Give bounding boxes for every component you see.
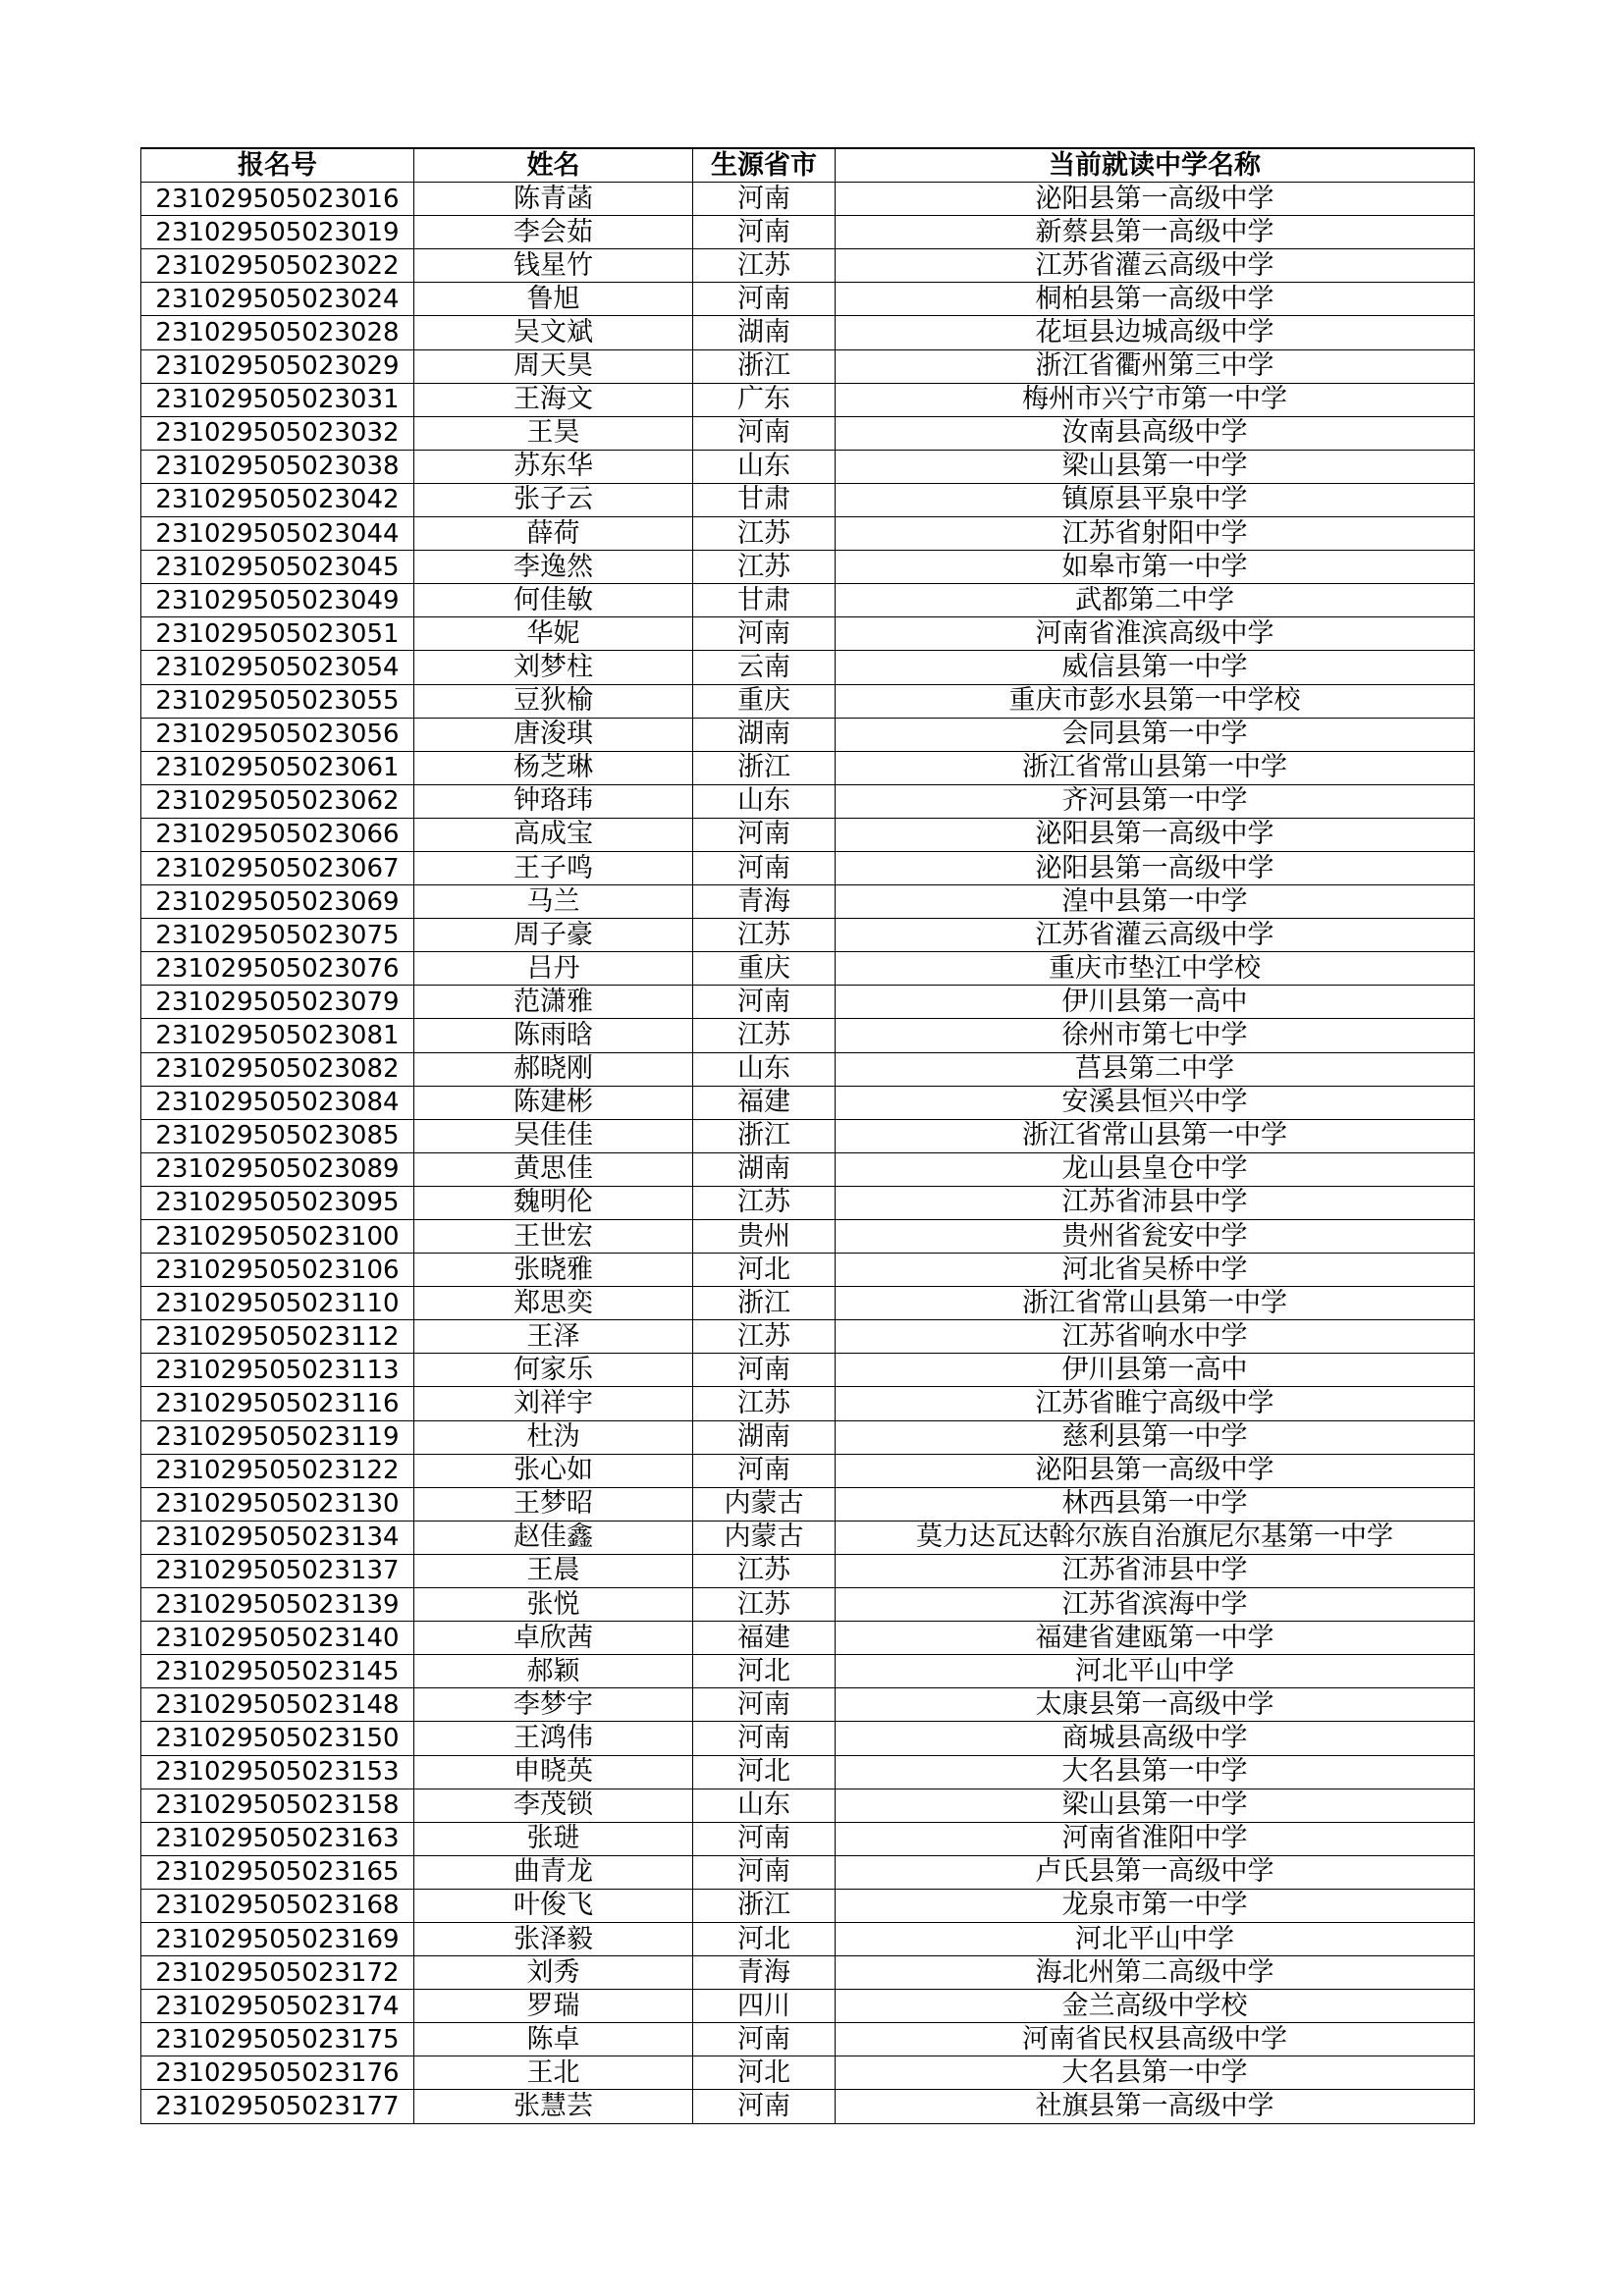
origin-province-cell: 河北 (693, 1655, 836, 1688)
school-name-cell: 江苏省沛县中学 (836, 1554, 1475, 1587)
registration-number-cell: 231029505023055 (141, 684, 414, 718)
school-name-cell: 会同县第一中学 (836, 718, 1475, 751)
table-row (141, 1420, 1475, 1454)
table-row (141, 952, 1475, 986)
school-name-cell: 安溪县恒兴中学 (836, 1086, 1475, 1119)
registration-number-cell: 231029505023076 (141, 952, 414, 986)
table-row (141, 1254, 1475, 1287)
origin-province-cell: 河南 (693, 1722, 836, 1755)
school-name-cell: 海北州第二高级中学 (836, 1956, 1475, 1990)
school-name-cell: 江苏省灌云高级中学 (836, 919, 1475, 952)
student-name-cell: 唐浚琪 (414, 718, 693, 751)
table-row (141, 1789, 1475, 1822)
student-name-cell: 申晓英 (414, 1755, 693, 1789)
student-name-cell: 陈青菡 (414, 183, 693, 216)
table-row (141, 617, 1475, 651)
school-name-cell: 湟中县第一中学 (836, 885, 1475, 919)
table-body (141, 183, 1475, 2123)
origin-province-cell: 山东 (693, 1052, 836, 1086)
registration-number-cell: 231029505023106 (141, 1254, 414, 1287)
origin-province-cell: 湖南 (693, 1152, 836, 1186)
registration-number-cell: 231029505023122 (141, 1454, 414, 1487)
table-row (141, 1554, 1475, 1587)
registration-number-cell: 231029505023172 (141, 1956, 414, 1990)
table-row (141, 885, 1475, 919)
origin-province-cell: 河南 (693, 216, 836, 249)
student-name-cell: 何佳敏 (414, 584, 693, 617)
student-name-cell: 王泽 (414, 1320, 693, 1354)
table-row (141, 551, 1475, 584)
table-row (141, 249, 1475, 283)
table-row (141, 1588, 1475, 1622)
school-name-cell: 新蔡县第一高级中学 (836, 216, 1475, 249)
table-row (141, 1722, 1475, 1755)
registration-number-cell: 231029505023028 (141, 316, 414, 349)
student-name-cell: 周子豪 (414, 919, 693, 952)
school-name-cell: 泌阳县第一高级中学 (836, 1454, 1475, 1487)
registration-number-cell: 231029505023031 (141, 383, 414, 416)
origin-province-cell: 甘肃 (693, 584, 836, 617)
origin-province-cell: 浙江 (693, 1889, 836, 1922)
header-origin-province: 生源省市 (693, 148, 836, 183)
registration-number-cell: 231029505023069 (141, 885, 414, 919)
school-name-cell: 江苏省睢宁高级中学 (836, 1387, 1475, 1420)
registration-number-cell: 231029505023051 (141, 617, 414, 651)
table-row (141, 751, 1475, 784)
student-name-cell: 李茂锁 (414, 1789, 693, 1822)
student-name-cell: 罗瑞 (414, 1990, 693, 2023)
origin-province-cell: 江苏 (693, 1019, 836, 1052)
origin-province-cell: 江苏 (693, 551, 836, 584)
table-row (141, 2056, 1475, 2090)
origin-province-cell: 重庆 (693, 684, 836, 718)
school-name-cell: 卢氏县第一高级中学 (836, 1855, 1475, 1889)
registration-number-cell: 231029505023145 (141, 1655, 414, 1688)
school-name-cell: 江苏省灌云高级中学 (836, 249, 1475, 283)
school-name-cell: 浙江省常山县第一中学 (836, 751, 1475, 784)
table-row (141, 818, 1475, 851)
school-name-cell: 伊川县第一高中 (836, 1354, 1475, 1387)
school-name-cell: 如皋市第一中学 (836, 551, 1475, 584)
school-name-cell: 太康县第一高级中学 (836, 1688, 1475, 1722)
registration-number-cell: 231029505023049 (141, 584, 414, 617)
origin-province-cell: 青海 (693, 885, 836, 919)
registration-number-cell: 231029505023130 (141, 1487, 414, 1521)
origin-province-cell: 青海 (693, 1956, 836, 1990)
student-name-cell: 王世宏 (414, 1220, 693, 1254)
table-row (141, 1655, 1475, 1688)
registration-number-cell: 231029505023022 (141, 249, 414, 283)
student-name-cell: 杨芝琳 (414, 751, 693, 784)
table-row (141, 1454, 1475, 1487)
school-name-cell: 梁山县第一中学 (836, 450, 1475, 483)
student-name-cell: 鲁旭 (414, 283, 693, 316)
table-row (141, 1622, 1475, 1655)
school-name-cell: 江苏省滨海中学 (836, 1588, 1475, 1622)
school-name-cell: 龙山县皇仓中学 (836, 1152, 1475, 1186)
school-name-cell: 梅州市兴宁市第一中学 (836, 383, 1475, 416)
student-name-cell: 张琎 (414, 1822, 693, 1855)
student-name-cell: 张悦 (414, 1588, 693, 1622)
origin-province-cell: 江苏 (693, 919, 836, 952)
student-name-cell: 王鸿伟 (414, 1722, 693, 1755)
school-name-cell: 贵州省瓮安中学 (836, 1220, 1475, 1254)
table-row (141, 1086, 1475, 1119)
origin-province-cell: 河北 (693, 1755, 836, 1789)
student-name-cell: 魏明伦 (414, 1186, 693, 1219)
registration-number-cell: 231029505023061 (141, 751, 414, 784)
registration-number-cell: 231029505023116 (141, 1387, 414, 1420)
school-name-cell: 江苏省射阳中学 (836, 517, 1475, 551)
registration-number-cell: 231029505023089 (141, 1152, 414, 1186)
registration-number-cell: 231029505023110 (141, 1287, 414, 1320)
origin-province-cell: 江苏 (693, 249, 836, 283)
school-name-cell: 泌阳县第一高级中学 (836, 183, 1475, 216)
origin-province-cell: 江苏 (693, 1588, 836, 1622)
registration-number-cell: 231029505023158 (141, 1789, 414, 1822)
table-row (141, 1956, 1475, 1990)
school-name-cell: 河北平山中学 (836, 1922, 1475, 1955)
registration-number-cell: 231029505023175 (141, 2023, 414, 2056)
registration-number-cell: 231029505023137 (141, 1554, 414, 1587)
school-name-cell: 河北平山中学 (836, 1655, 1475, 1688)
school-name-cell: 商城县高级中学 (836, 1722, 1475, 1755)
table-row (141, 1354, 1475, 1387)
origin-province-cell: 云南 (693, 651, 836, 684)
registration-number-cell: 231029505023150 (141, 1722, 414, 1755)
student-name-cell: 叶俊飞 (414, 1889, 693, 1922)
student-name-cell: 李梦宇 (414, 1688, 693, 1722)
student-name-cell: 陈建彬 (414, 1086, 693, 1119)
student-name-cell: 刘梦柱 (414, 651, 693, 684)
school-name-cell: 伊川县第一高中 (836, 986, 1475, 1019)
registration-number-cell: 231029505023174 (141, 1990, 414, 2023)
origin-province-cell: 河南 (693, 1688, 836, 1722)
table-row (141, 718, 1475, 751)
origin-province-cell: 河南 (693, 1454, 836, 1487)
registration-number-cell: 231029505023038 (141, 450, 414, 483)
school-name-cell: 江苏省沛县中学 (836, 1186, 1475, 1219)
table-row (141, 1186, 1475, 1219)
registration-number-cell: 231029505023140 (141, 1622, 414, 1655)
registration-number-cell: 231029505023054 (141, 651, 414, 684)
school-name-cell: 威信县第一中学 (836, 651, 1475, 684)
student-name-cell: 李逸然 (414, 551, 693, 584)
origin-province-cell: 甘肃 (693, 483, 836, 516)
origin-province-cell: 江苏 (693, 1387, 836, 1420)
table-row (141, 1019, 1475, 1052)
table-row (141, 1889, 1475, 1922)
registration-number-cell: 231029505023084 (141, 1086, 414, 1119)
registration-number-cell: 231029505023044 (141, 517, 414, 551)
school-name-cell: 武都第二中学 (836, 584, 1475, 617)
table-row (141, 1287, 1475, 1320)
table-row (141, 517, 1475, 551)
student-name-cell: 钟珞玮 (414, 784, 693, 818)
school-name-cell: 镇原县平泉中学 (836, 483, 1475, 516)
origin-province-cell: 河南 (693, 986, 836, 1019)
origin-province-cell: 河南 (693, 818, 836, 851)
header-current-school: 当前就读中学名称 (836, 148, 1475, 183)
table-row (141, 1521, 1475, 1554)
origin-province-cell: 重庆 (693, 952, 836, 986)
student-name-cell: 马兰 (414, 885, 693, 919)
student-name-cell: 赵佳鑫 (414, 1521, 693, 1554)
student-name-cell: 郝颖 (414, 1655, 693, 1688)
school-name-cell: 浙江省常山县第一中学 (836, 1287, 1475, 1320)
table-row (141, 1755, 1475, 1789)
table-row (141, 584, 1475, 617)
header-registration-number: 报名号 (141, 148, 414, 183)
origin-province-cell: 浙江 (693, 349, 836, 383)
origin-province-cell: 河南 (693, 283, 836, 316)
origin-province-cell: 内蒙古 (693, 1521, 836, 1554)
student-name-cell: 王昊 (414, 416, 693, 450)
student-name-cell: 钱星竹 (414, 249, 693, 283)
registration-number-cell: 231029505023153 (141, 1755, 414, 1789)
table-row (141, 2090, 1475, 2123)
student-name-cell: 张晓雅 (414, 1254, 693, 1287)
table-row (141, 1320, 1475, 1354)
student-name-cell: 王梦昭 (414, 1487, 693, 1521)
origin-province-cell: 福建 (693, 1622, 836, 1655)
origin-province-cell: 湖南 (693, 316, 836, 349)
origin-province-cell: 山东 (693, 1789, 836, 1822)
origin-province-cell: 河南 (693, 1855, 836, 1889)
table-row (141, 1152, 1475, 1186)
table-row (141, 651, 1475, 684)
student-name-cell: 张子云 (414, 483, 693, 516)
admission-list-table (140, 147, 1475, 2124)
student-name-cell: 王北 (414, 2056, 693, 2090)
school-name-cell: 河北省吴桥中学 (836, 1254, 1475, 1287)
table-row (141, 986, 1475, 1019)
origin-province-cell: 河北 (693, 1922, 836, 1955)
origin-province-cell: 河北 (693, 1254, 836, 1287)
registration-number-cell: 231029505023085 (141, 1119, 414, 1152)
registration-number-cell: 231029505023029 (141, 349, 414, 383)
student-name-cell: 王晨 (414, 1554, 693, 1587)
school-name-cell: 梁山县第一中学 (836, 1789, 1475, 1822)
school-name-cell: 社旗县第一高级中学 (836, 2090, 1475, 2123)
school-name-cell: 浙江省衢州第三中学 (836, 349, 1475, 383)
table-row (141, 1387, 1475, 1420)
student-name-cell: 卓欣茜 (414, 1622, 693, 1655)
table-row (141, 1922, 1475, 1955)
student-name-cell: 黄思佳 (414, 1152, 693, 1186)
table-row (141, 349, 1475, 383)
student-name-cell: 郝晓刚 (414, 1052, 693, 1086)
school-name-cell: 重庆市彭水县第一中学校 (836, 684, 1475, 718)
table-row (141, 450, 1475, 483)
table-row (141, 416, 1475, 450)
table-row (141, 216, 1475, 249)
origin-province-cell: 河南 (693, 2090, 836, 2123)
registration-number-cell: 231029505023062 (141, 784, 414, 818)
school-name-cell: 重庆市垫江中学校 (836, 952, 1475, 986)
school-name-cell: 河南省民权县高级中学 (836, 2023, 1475, 2056)
origin-province-cell: 江苏 (693, 1186, 836, 1219)
origin-province-cell: 贵州 (693, 1220, 836, 1254)
school-name-cell: 江苏省响水中学 (836, 1320, 1475, 1354)
school-name-cell: 汝南县高级中学 (836, 416, 1475, 450)
registration-number-cell: 231029505023095 (141, 1186, 414, 1219)
student-name-cell: 陈雨晗 (414, 1019, 693, 1052)
registration-number-cell: 231029505023100 (141, 1220, 414, 1254)
student-name-cell: 薛荷 (414, 517, 693, 551)
registration-number-cell: 231029505023169 (141, 1922, 414, 1955)
school-name-cell: 大名县第一中学 (836, 2056, 1475, 2090)
origin-province-cell: 山东 (693, 450, 836, 483)
registration-number-cell: 231029505023019 (141, 216, 414, 249)
student-name-cell: 吕丹 (414, 952, 693, 986)
registration-number-cell: 231029505023139 (141, 1588, 414, 1622)
table-row (141, 1855, 1475, 1889)
table-row (141, 919, 1475, 952)
student-name-cell: 吴文斌 (414, 316, 693, 349)
origin-province-cell: 湖南 (693, 718, 836, 751)
registration-number-cell: 231029505023176 (141, 2056, 414, 2090)
school-name-cell: 龙泉市第一中学 (836, 1889, 1475, 1922)
student-name-cell: 郑思奕 (414, 1287, 693, 1320)
registration-number-cell: 231029505023024 (141, 283, 414, 316)
origin-province-cell: 江苏 (693, 517, 836, 551)
table-row (141, 316, 1475, 349)
registration-number-cell: 231029505023177 (141, 2090, 414, 2123)
table-row (141, 1688, 1475, 1722)
table-row (141, 1822, 1475, 1855)
school-name-cell: 浙江省常山县第一中学 (836, 1119, 1475, 1152)
registration-number-cell: 231029505023067 (141, 851, 414, 884)
origin-province-cell: 广东 (693, 383, 836, 416)
school-name-cell: 桐柏县第一高级中学 (836, 283, 1475, 316)
school-name-cell: 齐河县第一中学 (836, 784, 1475, 818)
origin-province-cell: 福建 (693, 1086, 836, 1119)
student-name-cell: 李会茹 (414, 216, 693, 249)
student-name-cell: 范潇雅 (414, 986, 693, 1019)
registration-number-cell: 231029505023134 (141, 1521, 414, 1554)
student-name-cell: 周天昊 (414, 349, 693, 383)
registration-number-cell: 231029505023163 (141, 1822, 414, 1855)
registration-number-cell: 231029505023079 (141, 986, 414, 1019)
origin-province-cell: 河南 (693, 183, 836, 216)
table-row (141, 1220, 1475, 1254)
student-name-cell: 王子鸣 (414, 851, 693, 884)
registration-number-cell: 231029505023165 (141, 1855, 414, 1889)
student-name-cell: 刘秀 (414, 1956, 693, 1990)
origin-province-cell: 四川 (693, 1990, 836, 2023)
student-name-cell: 吴佳佳 (414, 1119, 693, 1152)
origin-province-cell: 浙江 (693, 1287, 836, 1320)
student-name-cell: 陈卓 (414, 2023, 693, 2056)
registration-number-cell: 231029505023168 (141, 1889, 414, 1922)
registration-number-cell: 231029505023112 (141, 1320, 414, 1354)
student-name-cell: 苏东华 (414, 450, 693, 483)
table-row (141, 784, 1475, 818)
origin-province-cell: 河北 (693, 2056, 836, 2090)
school-name-cell: 泌阳县第一高级中学 (836, 851, 1475, 884)
school-name-cell: 莫力达瓦达斡尔族自治旗尼尔基第一中学 (836, 1521, 1475, 1554)
origin-province-cell: 江苏 (693, 1554, 836, 1587)
school-name-cell: 河南省淮滨高级中学 (836, 617, 1475, 651)
origin-province-cell: 湖南 (693, 1420, 836, 1454)
school-name-cell: 泌阳县第一高级中学 (836, 818, 1475, 851)
registration-number-cell: 231029505023042 (141, 483, 414, 516)
registration-number-cell: 231029505023075 (141, 919, 414, 952)
registration-number-cell: 231029505023081 (141, 1019, 414, 1052)
origin-province-cell: 内蒙古 (693, 1487, 836, 1521)
registration-number-cell: 231029505023113 (141, 1354, 414, 1387)
origin-province-cell: 江苏 (693, 1320, 836, 1354)
student-name-cell: 张心如 (414, 1454, 693, 1487)
origin-province-cell: 河南 (693, 1822, 836, 1855)
origin-province-cell: 河南 (693, 416, 836, 450)
origin-province-cell: 河南 (693, 2023, 836, 2056)
school-name-cell: 福建省建瓯第一中学 (836, 1622, 1475, 1655)
registration-number-cell: 231029505023119 (141, 1420, 414, 1454)
registration-number-cell: 231029505023032 (141, 416, 414, 450)
table-row (141, 684, 1475, 718)
school-name-cell: 慈利县第一中学 (836, 1420, 1475, 1454)
table-row (141, 283, 1475, 316)
registration-number-cell: 231029505023016 (141, 183, 414, 216)
table-header-row (141, 148, 1475, 183)
student-name-cell: 杜沩 (414, 1420, 693, 1454)
table-row (141, 1487, 1475, 1521)
origin-province-cell: 山东 (693, 784, 836, 818)
origin-province-cell: 浙江 (693, 1119, 836, 1152)
school-name-cell: 徐州市第七中学 (836, 1019, 1475, 1052)
school-name-cell: 大名县第一中学 (836, 1755, 1475, 1789)
student-name-cell: 曲青龙 (414, 1855, 693, 1889)
registration-number-cell: 231029505023045 (141, 551, 414, 584)
student-name-cell: 何家乐 (414, 1354, 693, 1387)
origin-province-cell: 河南 (693, 851, 836, 884)
table-row (141, 1990, 1475, 2023)
registration-number-cell: 231029505023066 (141, 818, 414, 851)
table-row (141, 483, 1475, 516)
table-row (141, 383, 1475, 416)
student-name-cell: 张慧芸 (414, 2090, 693, 2123)
table-row (141, 1052, 1475, 1086)
school-name-cell: 林西县第一中学 (836, 1487, 1475, 1521)
student-name-cell: 华妮 (414, 617, 693, 651)
origin-province-cell: 河南 (693, 617, 836, 651)
school-name-cell: 金兰高级中学校 (836, 1990, 1475, 2023)
student-name-cell: 王海文 (414, 383, 693, 416)
registration-number-cell: 231029505023056 (141, 718, 414, 751)
header-name: 姓名 (414, 148, 693, 183)
student-name-cell: 刘祥宇 (414, 1387, 693, 1420)
student-name-cell: 高成宝 (414, 818, 693, 851)
registration-number-cell: 231029505023082 (141, 1052, 414, 1086)
table-row (141, 2023, 1475, 2056)
origin-province-cell: 河南 (693, 1354, 836, 1387)
school-name-cell: 莒县第二中学 (836, 1052, 1475, 1086)
table-row (141, 183, 1475, 216)
student-name-cell: 豆狄榆 (414, 684, 693, 718)
table-row (141, 1119, 1475, 1152)
registration-number-cell: 231029505023148 (141, 1688, 414, 1722)
origin-province-cell: 浙江 (693, 751, 836, 784)
school-name-cell: 河南省淮阳中学 (836, 1822, 1475, 1855)
student-name-cell: 张泽毅 (414, 1922, 693, 1955)
school-name-cell: 花垣县边城高级中学 (836, 316, 1475, 349)
table-row (141, 851, 1475, 884)
